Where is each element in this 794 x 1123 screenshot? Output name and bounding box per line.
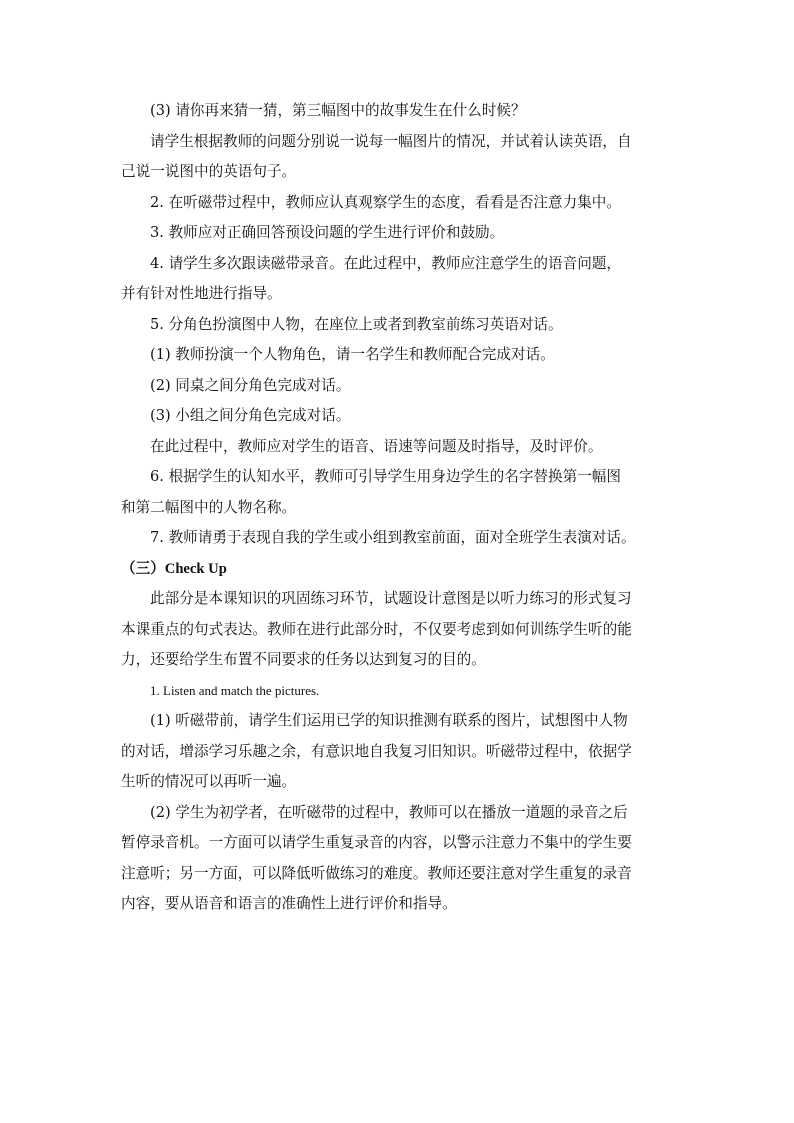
substep-2-line: (2) 同桌之间分角色完成对话。 bbox=[150, 376, 351, 394]
exercise-substep-2-line: 注意听；另一方面，可以降低听做练习的难度。教师还要注意对学生重复的录音 bbox=[121, 864, 632, 882]
step-6-line: 和第二幅图中的人物名称。 bbox=[121, 498, 297, 516]
question-3-line: (3) 请你再来猜一猜，第三幅图中的故事发生在什么时候？ bbox=[150, 102, 526, 119]
step-3-line: 3. 教师应对正确回答预设问题的学生进行评价和鼓励。 bbox=[150, 224, 505, 241]
substep-1-line: (1) 教师扮演一个人物角色，请一名学生和教师配合完成对话。 bbox=[150, 346, 555, 363]
substep-3-line: (3) 小组之间分角色完成对话。 bbox=[150, 407, 351, 424]
paragraph-line: 己说一说图中的英语句子。 bbox=[121, 163, 297, 180]
paragraph-line: 请学生根据教师的问题分别说一说每一幅图片的情况，并试着认读英语，自 bbox=[150, 132, 632, 150]
paragraph-line: 在此过程中，教师应对学生的语音、语速等问题及时指导，及时评价。 bbox=[150, 437, 603, 455]
paragraph-line: 本课重点的句式表达。教师在进行此部分时，不仅要考虑到如何训练学生听的能 bbox=[121, 620, 632, 638]
step-4-line: 4. 请学生多次跟读磁带录音。在此过程中，教师应注意学生的语音问题， bbox=[150, 254, 621, 272]
step-2-line: 2. 在听磁带过程中，教师应认真观察学生的态度，看看是否注意力集中。 bbox=[150, 193, 621, 211]
document-body bbox=[121, 96, 681, 920]
section-heading-check-up: （三）Check Up bbox=[121, 560, 227, 577]
exercise-substep-1-line: (1) 听磁带前，请学生们运用已学的知识推测有联系的图片，试想图中人物 bbox=[150, 712, 628, 729]
step-7-line: 7. 教师请勇于表现自我的学生或小组到教室前面，面对全班学生表演对话。 bbox=[150, 529, 636, 546]
exercise-substep-1-line: 的对话，增添学习乐趣之余，有意识地自我复习旧知识。听磁带过程中，依据学 bbox=[121, 742, 632, 760]
exercise-substep-1-line: 生听的情况可以再听一遍。 bbox=[121, 773, 297, 790]
exercise-substep-2-line: 内容，要从语音和语言的准确性上进行评价和指导。 bbox=[121, 895, 457, 912]
exercise-substep-2-line: (2) 学生为初学者，在听磁带的过程中，教师可以在播放一道题的录音之后 bbox=[150, 803, 628, 821]
step-6-line: 6. 根据学生的认知水平，教师可引导学生用身边学生的名字替换第一幅图 bbox=[150, 468, 621, 485]
exercise-substep-2-line: 暂停录音机。一方面可以请学生重复录音的内容，以警示注意力不集中的学生要 bbox=[121, 834, 632, 851]
paragraph-line: 力，还要给学生布置不同要求的任务以达到复习的目的。 bbox=[121, 651, 486, 668]
exercise-1-title: 1. Listen and match the pictures. bbox=[150, 682, 320, 698]
paragraph-line: 此部分是本课知识的巩固练习环节，试题设计意图是以听力练习的形式复习 bbox=[150, 590, 632, 607]
step-5-line: 5. 分角色扮演图中人物，在座位上或者到教室前练习英语对话。 bbox=[150, 315, 563, 333]
step-4-line: 并有针对性地进行指导。 bbox=[121, 285, 282, 302]
